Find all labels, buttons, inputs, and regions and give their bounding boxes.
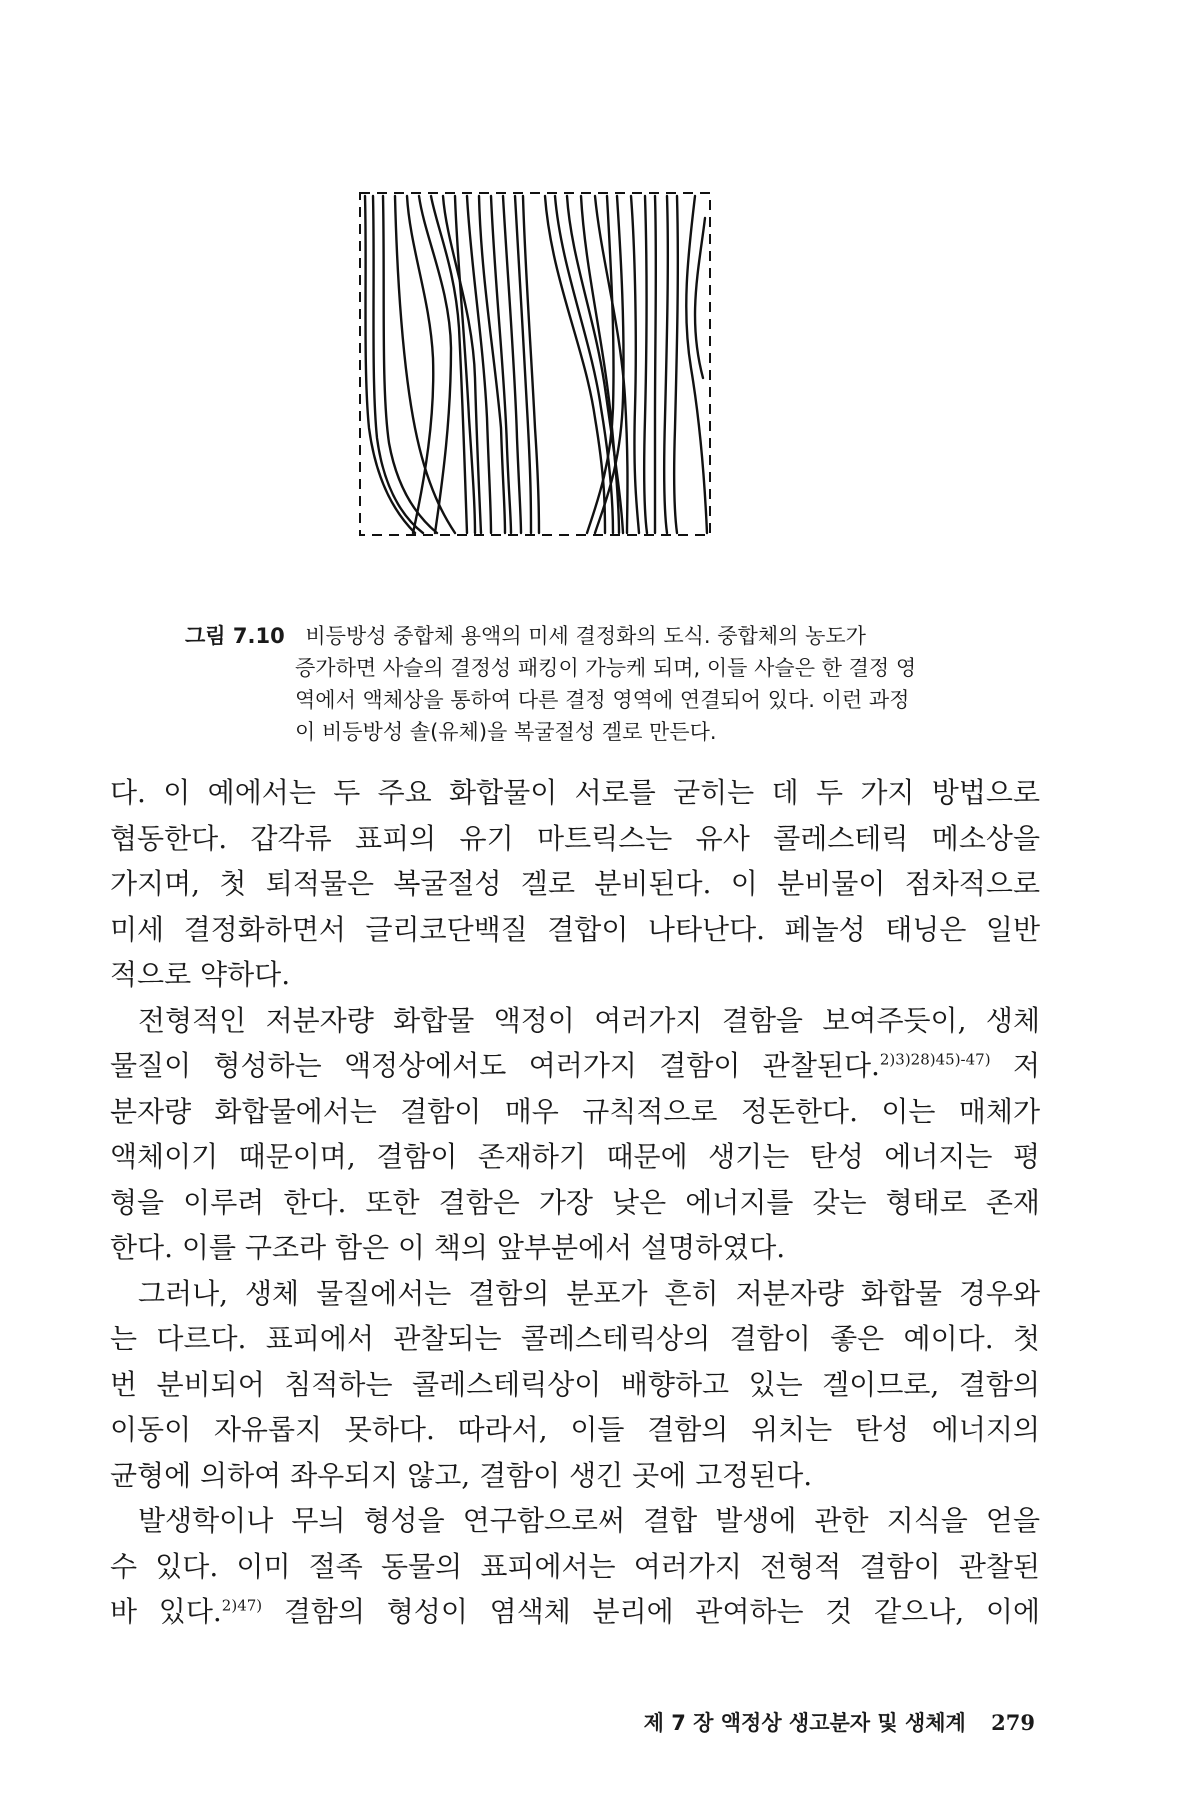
paragraph xyxy=(110,998,1040,1271)
text-line xyxy=(110,1589,1040,1635)
page-footer xyxy=(535,1707,1035,1737)
paragraph xyxy=(110,770,1040,998)
paragraph xyxy=(110,1271,1040,1499)
text-segment: 저 xyxy=(990,1049,1040,1082)
text-line: 적으로 약하다. xyxy=(110,958,291,991)
figure-label: 그림 7.10 xyxy=(185,624,285,648)
caption-line: 이 비등방성 솔(유체)을 복굴절성 겔로 만든다. xyxy=(295,720,717,744)
text-line: 미세 결정화하면서 글리코단백질 결합이 나타난다. 페놀성 태닝은 일반 xyxy=(110,912,1040,946)
reference-mark: 2)47) xyxy=(221,1596,263,1615)
reference-mark: 2)3)28)45)-47) xyxy=(879,1050,991,1069)
text-line: 형을 이루려 한다. 또한 결함은 가장 낮은 에너지를 갖는 형태로 존재 xyxy=(110,1185,1040,1219)
text-line: 다. 이 예에서는 두 주요 화합물이 서로를 굳히는 데 두 가지 방법으로 xyxy=(110,776,1040,809)
paragraph xyxy=(110,1498,1040,1635)
text-line: 액체이기 때문이며, 결함이 존재하기 때문에 생기는 탄성 에너지는 평 xyxy=(110,1140,1040,1173)
text-line: 전형적인 저분자량 화합물 액정이 여러가지 결함을 보여주듯이, 생체 xyxy=(138,1003,1040,1037)
text-line: 가지며, 첫 퇴적물은 복굴절성 겔로 분비된다. 이 분비물이 점차적으로 xyxy=(110,867,1040,900)
text-line: 균형에 의하여 좌우되지 않고, 결함이 생긴 곳에 고정된다. xyxy=(110,1458,813,1492)
figure-crystallization-diagram xyxy=(355,188,765,606)
text-line: 협동한다. 갑각류 표피의 유기 마트릭스는 유사 콜레스테릭 메소상을 xyxy=(110,821,1040,855)
caption-line: 비등방성 중합체 용액의 미세 결정화의 도식. 중합체의 농도가 xyxy=(305,624,866,648)
text-line: 한다. 이를 구조라 함은 이 책의 앞부분에서 설명하였다. xyxy=(110,1231,786,1264)
text-segment: 결함의 형성이 염색체 분리에 관여하는 것 같으나, 이에 xyxy=(262,1595,1040,1628)
fiber-diagram xyxy=(355,188,765,606)
text-segment: 바 있다. xyxy=(110,1595,222,1628)
body-text xyxy=(110,770,1040,1635)
text-line xyxy=(110,1043,1040,1089)
page-number: 279 xyxy=(991,1710,1035,1735)
text-line: 번 분비되어 침적하는 콜레스테릭상이 배향하고 있는 겔이므로, 결함의 xyxy=(110,1367,1040,1401)
caption-line: 역에서 액체상을 통하여 다른 결정 영역에 연결되어 있다. 이런 과정 xyxy=(295,688,910,712)
text-line: 이동이 자유롭지 못하다. 따라서, 이들 결함의 위치는 탄성 에너지의 xyxy=(110,1413,1040,1446)
figure-caption xyxy=(185,620,1030,748)
text-line: 는 다르다. 표피에서 관찰되는 콜레스테릭상의 결함이 좋은 예이다. 첫 xyxy=(110,1322,1040,1355)
chapter-title: 제 7 장 액정상 생고분자 및 생체계 xyxy=(643,1711,966,1735)
text-line: 수 있다. 이미 절족 동물의 표피에서는 여러가지 전형적 결함이 관찰된 xyxy=(110,1549,1040,1583)
text-line: 분자량 화합물에서는 결함이 매우 규칙적으로 정돈한다. 이는 매체가 xyxy=(110,1094,1040,1128)
text-segment: 물질이 형성하는 액정상에서도 여러가지 결함이 관찰된다. xyxy=(110,1049,880,1082)
text-line: 발생학이나 무늬 형성을 연구함으로써 결합 발생에 관한 지식을 얻을 xyxy=(138,1504,1040,1537)
caption-line: 증가하면 사슬의 결정성 패킹이 가능케 되며, 이들 사슬은 한 결정 영 xyxy=(295,656,917,680)
text-line: 그러나, 생체 물질에서는 결함의 분포가 흔히 저분자량 화합물 경우와 xyxy=(138,1276,1040,1310)
